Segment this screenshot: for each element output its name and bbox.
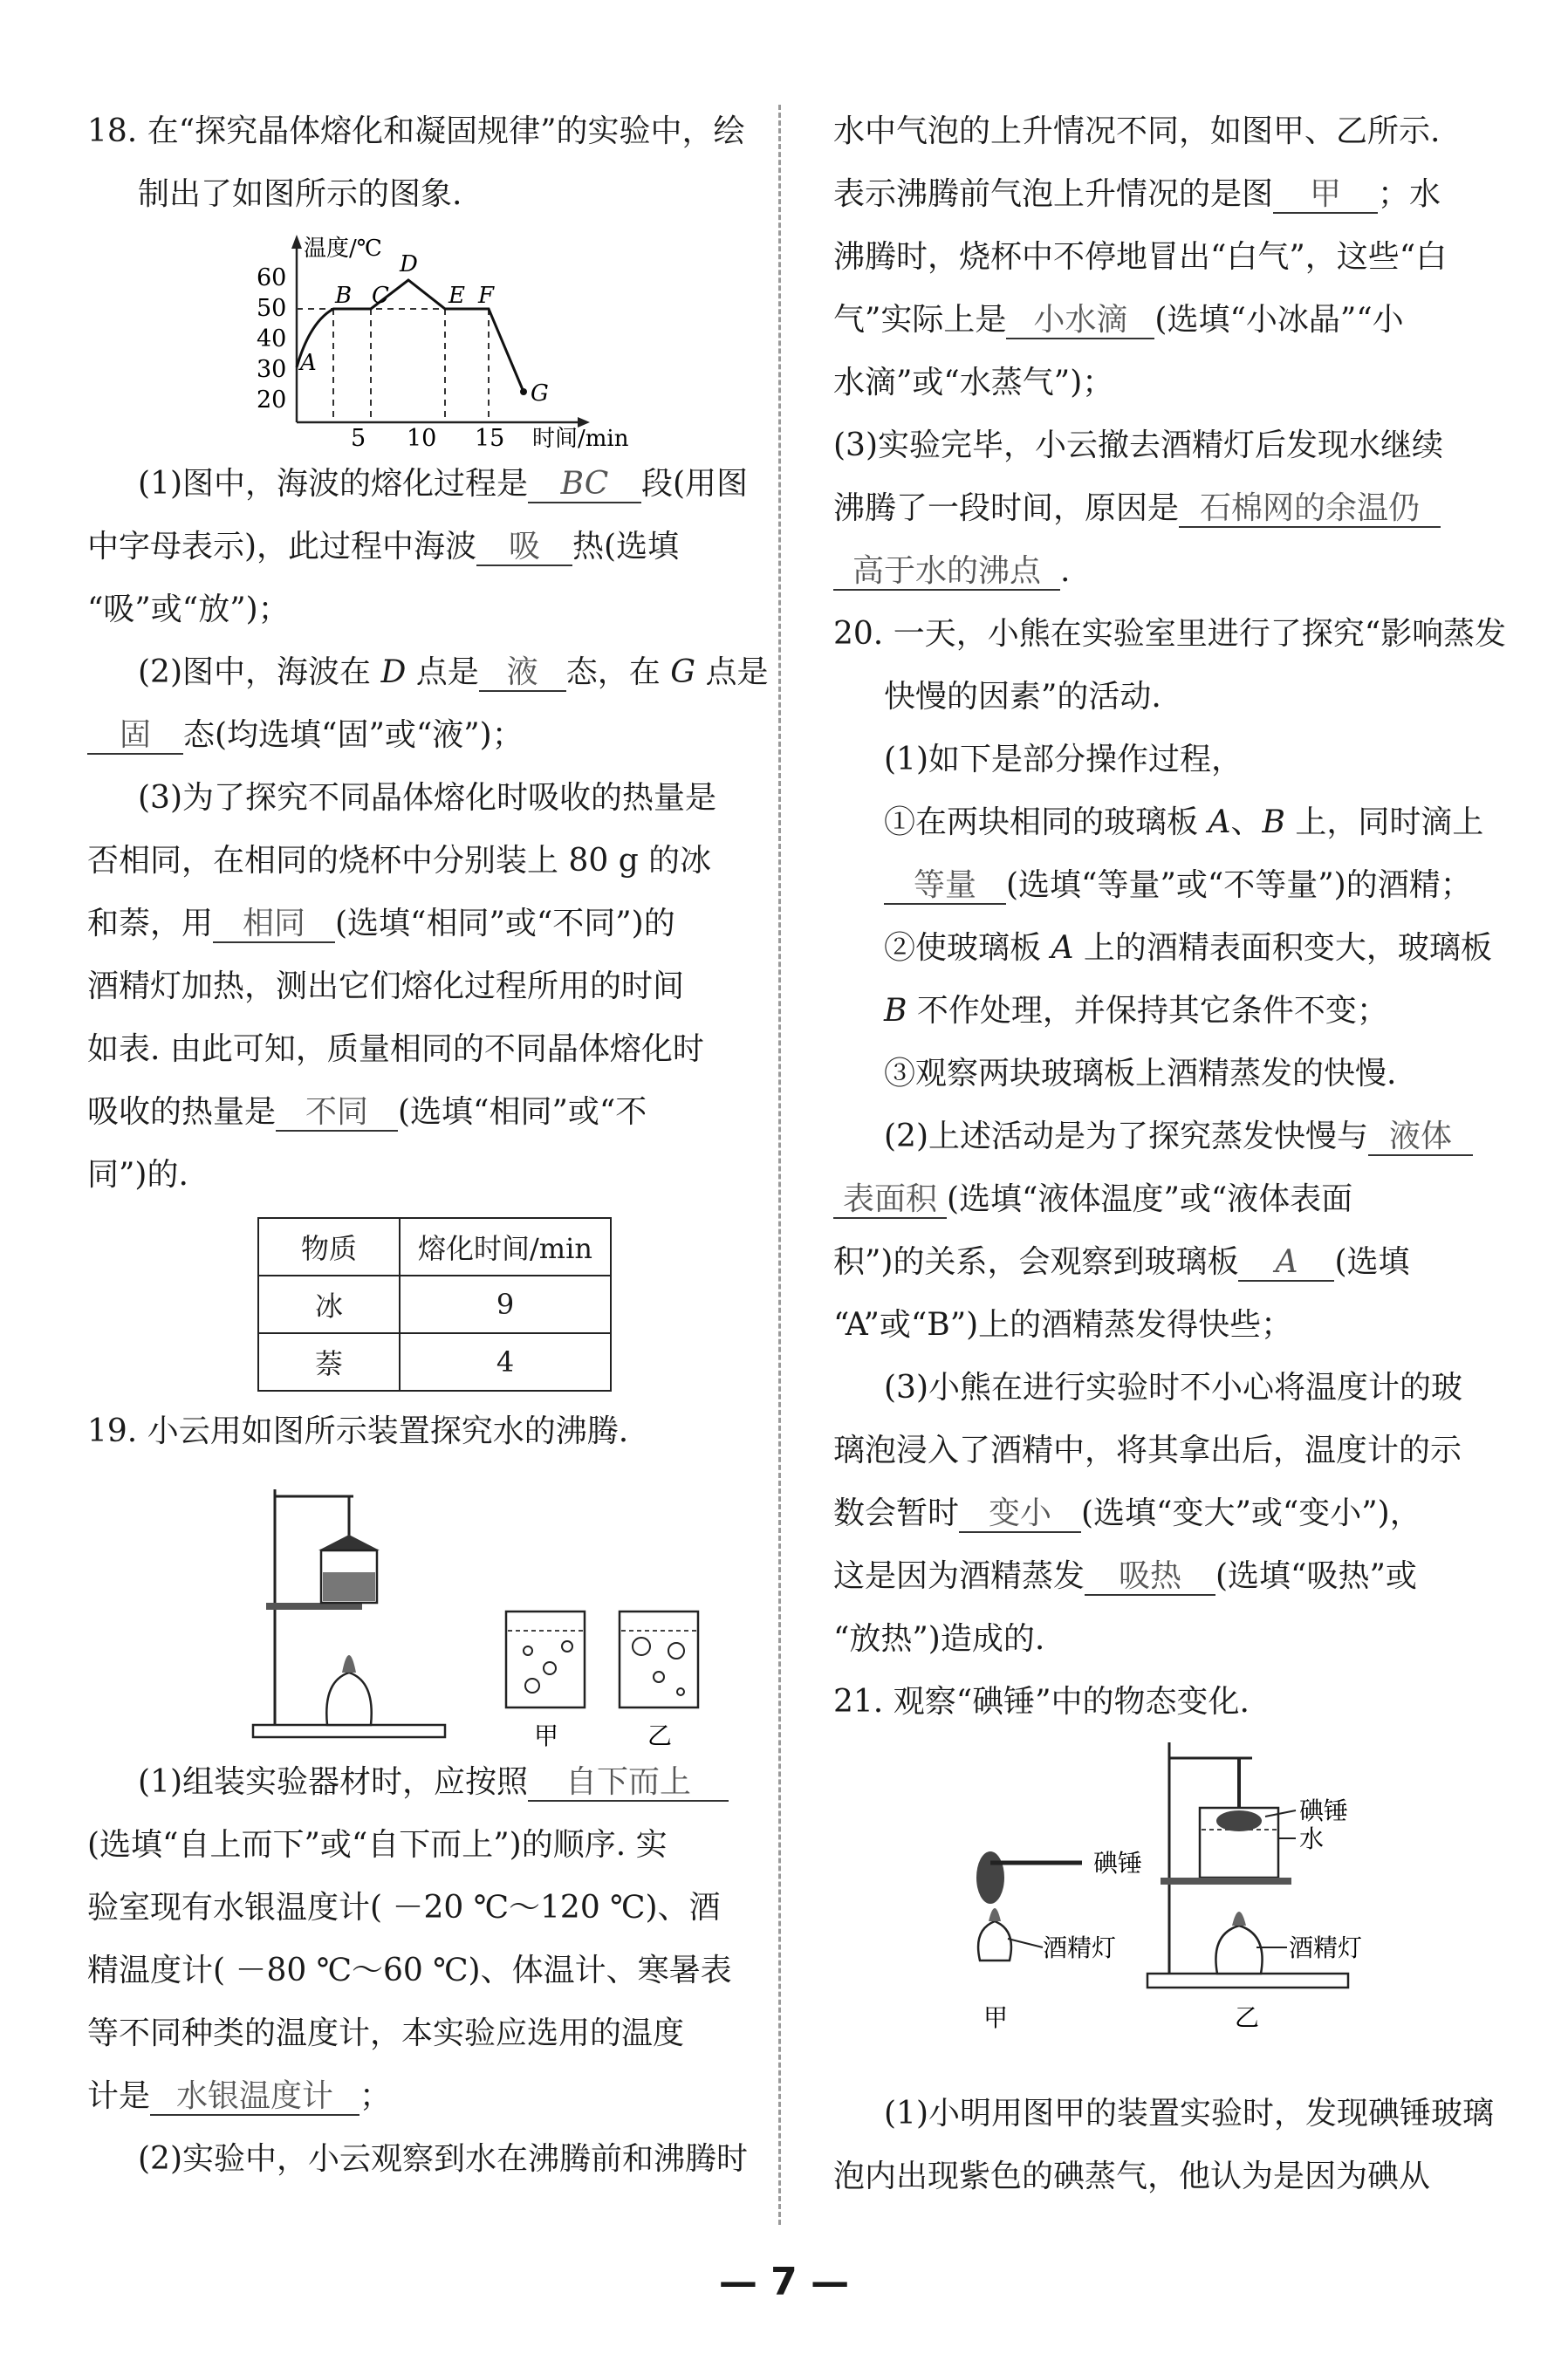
alcohol-lamp: [326, 1673, 371, 1725]
text: 和萘，用: [87, 906, 214, 941]
text: 点是: [705, 654, 769, 690]
label-alcohol-lamp: 酒精灯: [1289, 1933, 1363, 1962]
q20-part3-line5: “放热”)造成的.: [833, 1621, 1045, 1657]
answer-blank: 小水滴: [1006, 303, 1154, 339]
label-alcohol-lamp: 酒精灯: [1043, 1933, 1117, 1962]
label-e: E: [448, 283, 465, 309]
caption-jia: 甲: [983, 2003, 1009, 2032]
q20-part2-line3: [833, 1231, 1462, 1294]
q19-part2-line6: 水滴”或“水蒸气”)；: [833, 365, 1114, 400]
text: (1)组装实验器材时，应按照: [138, 1764, 528, 1800]
label-a: A: [300, 350, 317, 376]
q20-step2-line2: [833, 980, 1462, 1043]
text: (2)图中，海波在: [138, 654, 371, 690]
text: 态(均选填“固”或“液”)；: [183, 717, 524, 753]
q18-part3-line6: [87, 1081, 768, 1144]
answer-blank: 石棉网的余温仍: [1179, 491, 1441, 528]
text: 上的酒精表面积变大，玻璃板: [1083, 930, 1492, 966]
q20-step2-line1: [833, 917, 1492, 980]
beaker-cover: [318, 1535, 380, 1550]
q21-part1-line2: 泡内出现紫色的碘蒸气，他认为是因为碘从: [833, 2159, 1431, 2194]
q20-step1-line2: [833, 854, 1472, 917]
right-column: [833, 100, 1507, 2208]
text: 上，同时滴上: [1295, 804, 1484, 840]
q20-stem-2: 快慢的因素”的活动.: [884, 679, 1161, 715]
text: 气”实际上是: [833, 302, 1007, 338]
text: (选填“小冰晶”“小: [1154, 302, 1404, 338]
q19-part1-line3: 验室现有水银温度计( －20 ℃～120 ℃)、酒: [87, 1890, 721, 1926]
text: (选填“相同”或“不同”)的: [335, 906, 675, 941]
ring: [1161, 1878, 1291, 1885]
q19-part2-line2: 水中气泡的上升情况不同，如图甲、乙所示.: [833, 113, 1441, 149]
answer-blank: A: [1238, 1245, 1334, 1282]
q18-part2-line1: [87, 641, 768, 704]
q20-stem-1: 20. 一天，小熊在实验室里进行了探究“影响蒸发: [833, 616, 1507, 652]
q21-stem: 21. 观察“碘锤”中的物态变化.: [833, 1684, 1250, 1720]
alcohol-lamp: [978, 1921, 1011, 1961]
text: 热(选填: [572, 529, 680, 565]
table-cell: 4: [400, 1333, 611, 1391]
text: A: [1208, 804, 1231, 840]
y-axis-label: 温度/℃: [304, 236, 382, 262]
text: (1)图中，海波的熔化过程是: [138, 466, 528, 502]
label-c: C: [372, 283, 389, 309]
q20-part3-line1: (3)小熊在进行实验时不小心将温度计的玻: [884, 1370, 1462, 1406]
text: ；水: [1378, 176, 1441, 212]
y-tick: 50: [257, 295, 287, 322]
answer-blank: 不同: [276, 1095, 398, 1132]
y-tick: 60: [257, 264, 287, 291]
q20-part2-line1: [833, 1105, 1462, 1168]
alcohol-lamp: [1215, 1926, 1262, 1974]
q18-part3-line3: [87, 893, 768, 955]
answer-blank: 液体: [1368, 1119, 1473, 1156]
x-tick: 5: [351, 425, 366, 452]
label-iodine-hammer: 碘锤: [1299, 1796, 1349, 1825]
text: B: [1262, 804, 1285, 840]
text: 数会暂时: [833, 1495, 960, 1531]
label-b: B: [335, 283, 353, 309]
caption-jia: 甲: [534, 1721, 559, 1750]
q19-stem: 19. 小云用如图所示装置探究水的沸腾.: [87, 1413, 629, 1449]
q20-part2-line2: [833, 1168, 1462, 1231]
text: 点是: [415, 654, 479, 690]
table-row: [258, 1333, 611, 1391]
q18-part2-line2: [87, 704, 768, 767]
text: (选填“变大”或“变小”)，: [1081, 1495, 1421, 1531]
q20-part3-line2: 璃泡浸入了酒精中，将其拿出后，温度计的示: [833, 1433, 1462, 1468]
text: 积”)的关系，会观察到玻璃板: [833, 1244, 1239, 1280]
answer-blank: 高于水的沸点: [833, 554, 1060, 591]
q18-stem-2: 制出了如图所示的图象.: [138, 176, 462, 212]
text: 、: [1230, 804, 1263, 840]
q18-part1-line3: “吸”或“放”)；: [87, 592, 290, 627]
point-g: [520, 388, 527, 395]
table-header: 物质: [258, 1218, 400, 1276]
answer-blank: BC: [528, 467, 641, 503]
label-water: 水: [1299, 1824, 1325, 1853]
q19-part2-line3: [833, 163, 1462, 226]
text: ；: [359, 2078, 392, 2114]
answer-blank: 等量: [884, 868, 1006, 905]
q21-figure: [833, 1734, 1462, 2083]
q20-part1: (1)如下是部分操作过程，: [884, 742, 1243, 777]
text: ②使玻璃板: [884, 930, 1042, 966]
q20-part2-line4: “A”或“B”)上的酒精蒸发得快些；: [833, 1307, 1293, 1343]
label-g: G: [531, 380, 549, 407]
text: 段(用图: [641, 466, 749, 502]
text: (选填“等量”或“不等量”)的酒精；: [1006, 867, 1472, 903]
left-column: [87, 100, 768, 2191]
boiling-apparatus: [244, 1463, 733, 1751]
beaker-water: [323, 1572, 375, 1601]
text: D: [380, 654, 407, 690]
q19-part3-line2: [833, 477, 1462, 540]
q21-part1-line1: (1)小明用图甲的装置实验时，发现碘锤玻璃: [884, 2096, 1494, 2132]
q19-part1-line1: [87, 1751, 768, 1814]
q18-part3-line4: 酒精灯加热，测出它们熔化过程所用的时间: [87, 968, 685, 1004]
iodine-hammer-bulb: [1216, 1810, 1262, 1831]
text: 这是因为酒精蒸发: [833, 1558, 1085, 1594]
answer-blank: 表面积: [833, 1182, 947, 1219]
table-cell: 9: [400, 1276, 611, 1333]
q18-part3-line5: 如表. 由此可知，质量相同的不同晶体熔化时: [87, 1031, 704, 1067]
q18-part3-line1: (3)为了探究不同晶体熔化时吸收的热量是: [138, 780, 716, 816]
q19-part1-line2: (选填“自上而下”或“自下而上”)的顺序. 实: [87, 1827, 668, 1863]
q18-table-wrap: [87, 1207, 768, 1400]
text: 表示沸腾前气泡上升情况的是图: [833, 176, 1274, 212]
table-header: 熔化时间/min: [400, 1218, 611, 1276]
table-cell: 冰: [258, 1276, 400, 1333]
x-axis-label: 时间/min: [532, 426, 629, 452]
text: (选填: [1334, 1244, 1410, 1280]
q18-part3-line7: 同”)的.: [87, 1157, 188, 1193]
table-row: [258, 1276, 611, 1333]
q19-part1-line6: [87, 2065, 768, 2128]
q19-part1-line4: 精温度计( －80 ℃～60 ℃)、体温计、寒暑表: [87, 1953, 732, 1988]
text: 不作处理，并保持其它条件不变；: [916, 993, 1388, 1029]
leader-line: [1008, 1939, 1043, 1947]
text: (2)上述活动是为了探究蒸发快慢与: [884, 1119, 1368, 1154]
q20-part3-line4: [833, 1545, 1462, 1608]
flame: [1232, 1912, 1246, 1926]
q18-stem-1: 18. 在“探究晶体熔化和凝固规律”的实验中，绘: [87, 113, 745, 149]
answer-blank: 固: [87, 718, 183, 755]
q20-step1-line1: [833, 791, 1484, 854]
q19-figure: [87, 1463, 768, 1751]
q18-part1-line1: [87, 453, 768, 516]
caption-yi: 乙: [1235, 2003, 1260, 2032]
iodine-hammer-apparatus: [929, 1734, 1418, 2083]
q19-part2-line4: 沸腾时，烧杯中不停地冒出“白气”，这些“白: [833, 239, 1448, 275]
text: 沸腾了一段时间，原因是: [833, 490, 1180, 526]
text: G: [670, 654, 696, 690]
answer-blank: 吸: [476, 530, 572, 566]
text: 计是: [87, 2078, 151, 2114]
label-iodine-hammer: 碘锤: [1093, 1849, 1143, 1878]
answer-blank: 吸热: [1085, 1559, 1215, 1596]
beaker-yi: [620, 1612, 698, 1707]
q20-step3: ③观察两块玻璃板上酒精蒸发的快慢.: [884, 1056, 1397, 1091]
text: (选填“吸热”或: [1215, 1558, 1417, 1594]
answer-blank: 变小: [959, 1496, 1081, 1533]
x-tick: 15: [475, 425, 505, 452]
y-axis-arrow: [291, 235, 302, 249]
beaker-jia: [506, 1612, 585, 1707]
text: .: [1060, 553, 1071, 589]
text: ①在两块相同的玻璃板: [884, 804, 1199, 840]
y-tick: 30: [257, 356, 287, 383]
iodine-hammer-bulb: [976, 1851, 1004, 1904]
flame: [342, 1655, 356, 1673]
label-d: D: [400, 251, 418, 277]
table-header-row: [258, 1218, 611, 1276]
text: 吸收的热量是: [87, 1094, 277, 1130]
x-tick: 10: [407, 425, 437, 452]
q19-part3-line1: (3)实验完毕，小云撤去酒精灯后发现水继续: [833, 428, 1443, 463]
q19-part2-line5: [833, 289, 1462, 352]
answer-blank: 液: [479, 655, 566, 692]
stand-base: [1147, 1974, 1348, 1988]
text: (选填“液体温度”或“液体表面: [947, 1181, 1353, 1217]
q19-part1-line5: 等不同种类的温度计，本实验应选用的温度: [87, 2015, 685, 2051]
q18-graph: [87, 226, 768, 453]
y-tick: 20: [257, 387, 287, 414]
flame: [989, 1908, 1001, 1921]
text: 中字母表示)，此过程中海波: [87, 529, 477, 565]
q18-part1-line2: [87, 516, 768, 578]
label-f: F: [478, 283, 495, 309]
text: (选填“相同”或“不: [398, 1094, 647, 1130]
temperature-time-graph: [236, 226, 637, 453]
table-cell: 萘: [258, 1333, 400, 1391]
q19-part2-line1: (2)实验中，小云观察到水在沸腾前和沸腾时: [138, 2141, 748, 2177]
answer-blank: 甲: [1273, 177, 1378, 214]
y-tick: 40: [257, 325, 287, 352]
q19-part3-line3: [833, 540, 1462, 603]
text: A: [1051, 930, 1074, 966]
caption-yi: 乙: [647, 1721, 673, 1750]
melting-time-table: [257, 1217, 612, 1392]
q18-part3-line2: 否相同，在相同的烧杯中分别装上 80 g 的冰: [87, 843, 712, 879]
answer-blank: 水银温度计: [150, 2079, 359, 2116]
answer-blank: 相同: [213, 907, 335, 943]
q20-part3-line3: [833, 1482, 1462, 1545]
text: B: [884, 993, 907, 1029]
stand-base: [253, 1725, 445, 1737]
column-divider: [778, 105, 781, 2225]
text: 态，在: [565, 654, 661, 690]
answer-blank: 自下而上: [528, 1765, 729, 1802]
page-number: — 7 —: [718, 2260, 850, 2304]
